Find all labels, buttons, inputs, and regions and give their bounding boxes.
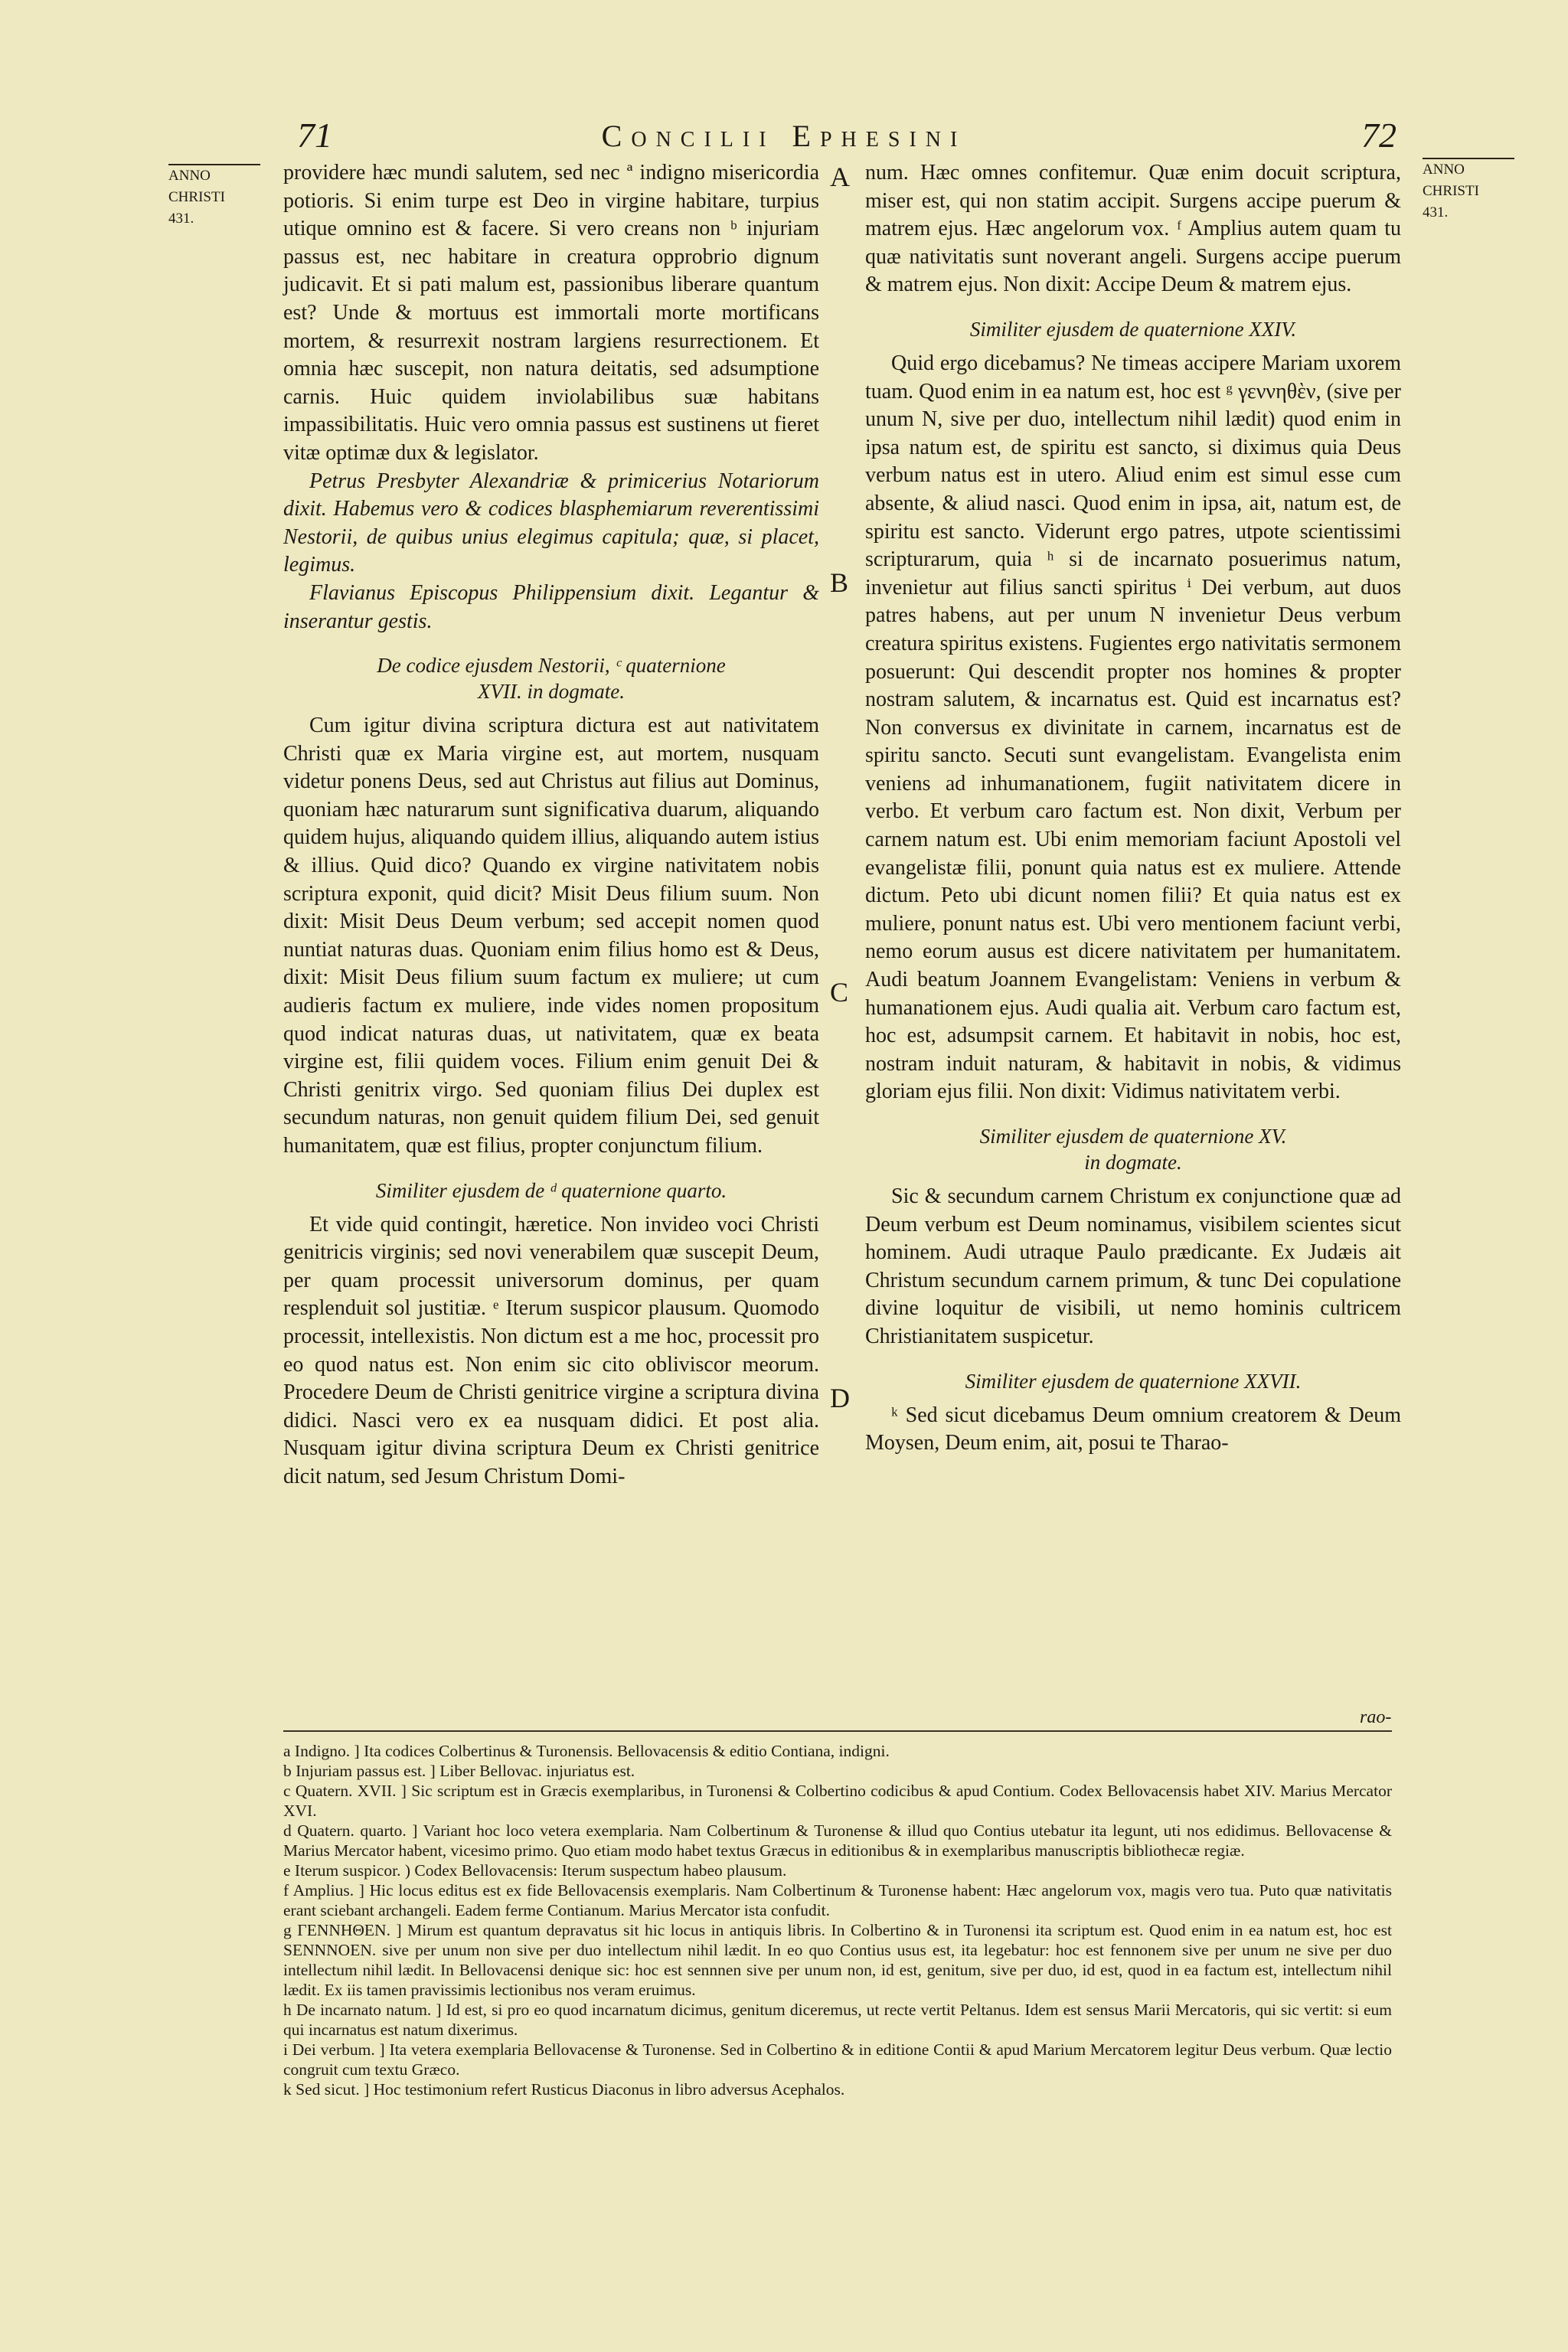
left-column [283,159,819,1491]
section-heading [865,1123,1401,1175]
section-letter-d: D [830,1383,850,1413]
footnote: f Amplius. ] Hic locus editus est ex fide Bellovacensis exemplaris. Nam Colbertinum & Turonense habent: Hæc angelorum vox, magis vero tua. Puto quæ nativitatis erant sciebant archangeli. Eadem ferme Contianum. Marius Mercator ista confudit. [283,1881,1392,1919]
heading-line: XVII. in dogmate. [478,680,625,704]
footnotes [283,1730,1392,2099]
section-letter-c: C [830,977,849,1008]
page-number-right: 72 [1361,116,1396,155]
section-heading [283,652,819,704]
margin-christi: CHRISTI [1423,183,1479,199]
margin-year-right [1423,158,1514,224]
section-heading: Similiter ejusdem de quaternione XXVII. [965,1369,1302,1393]
paragraph: ᵏ Sed sicut dicebamus Deum omnium creatorem & Deum Moysen, Deum enim, ait, posui te Tharao- [865,1403,1401,1455]
margin-year-left [168,164,268,230]
section-letter-b: B [830,567,849,598]
footnote: k Sed sicut. ] Hoc testimonium refert Rusticus Diaconus in libro adversus Acephalos. [283,2080,845,2099]
paragraph: Sic & secundum carnem Christum ex conjunctione quæ ad Deum verbum est Deum nominamus, visibilem scientes sicut hominem. Audi utraque Paulo prædicante. Ex Judæis ait Christum secundum carnem primum, & tunc Dei copulatione divine loquitur de visibili, ut nemo hominis cultricem Christianitatem suspicetur. [865,1184,1401,1348]
paragraph: Flavianus Episcopus Philippensium dixit. Legantur & inserantur gestis. [283,580,819,633]
margin-year: 431. [1423,204,1449,220]
heading-line: in dogmate. [1084,1151,1182,1174]
paragraph: num. Hæc omnes confitemur. Quæ enim docuit scriptura, miser est, qui non statim accipit. Surgens accipe puerum & matrem ejus. Hæc angelorum vox. ᶠ Amplius autem quam tu quæ nativitatis sunt noverant angeli. Surgens accipe puerum & matrem ejus. Non dixit: Accipe Deum & matrem ejus. [865,161,1401,297]
paragraph: Petrus Presbyter Alexandriæ & primicerius Notariorum dixit. Habemus vero & codices blasphemiarum reverentissimi Nestorii, de quibus unius elegimus capitula; quæ, si placet, legimus. [283,469,819,577]
footnote: g ΓΕΝΝΗΘΕΝ. ] Mirum est quantum depravatus sit hic locus in antiquis libris. In Colbertino & in Turonensi ita scriptum est. Quod enim in ea natum est, hoc est SENNNOEN. sive per unum non sive per duo intellectum nihil lædit. In eo quo Contius usus est, ita legebatur: hoc est fennonem sive per unum ne sive per duo intellectum nihil lædit. In Bellovacensi denique sic: hoc est sennnen sive per unum non, id est, genitum, sive per duo, id est, quod in ea factum est, intellectum nihil lædit. Ex iis tamen pravissimis lectionibus nos veram eruimus. [283,1921,1392,1999]
section-heading: Similiter ejusdem de quaternione XXIV. [969,317,1297,341]
margin-anno: ANNO [1423,162,1465,178]
right-column [865,159,1401,1458]
footnote: i Dei verbum. ] Ita vetera exemplaria Bellovacense & Turonense. Sed in Colbertino & in editione Contii & apud Marium Mercatorem legitur Deus verbum. Quæ lectio congruit cum textu Græco. [283,2040,1392,2079]
section-letter-a: A [830,162,850,192]
footnote: c Quatern. XVII. ] Sic scriptum est in Græcis exemplaribus, in Turonensi & Colbertino codicibus & apud Contium. Codex Bellovacensis habet XIV. Marius Mercator XVI. [283,1782,1392,1820]
margin-year: 431. [168,211,194,227]
heading-line: De codice ejusdem Nestorii, ᶜ quaternione [377,654,726,678]
paragraph: Cum igitur divina scriptura dictura est aut nativitatem Christi quæ ex Maria virgine est, aut mortem, nusquam videtur ponens Deus, sed aut Christus aut filius aut Dominus, quoniam hæc naturarum sunt significativa duarum, aliquando quidem hujus, aliquando quidem illius, aliquando autem istius & illius. Quid dico? Quando ex virgine nativitatem nobis scriptura exponit, quid dicit? Misit Deus filium suum. Non dixit: Misit Deus Deum verbum; sed accepit nomen quod nuntiat naturas duas. Quoniam enim filius homo est & Deus, dixit: Misit Deus filium suum factum ex muliere; ut cum audieris factum ex muliere, inde vides nomen propositum quod indicat naturas duas, ut nativitatem, quæ ex beata virgine est, filii quidem voces. Filium enim genuit Dei & Christi genitrix virgo. Sed quoniam filius Dei duplex est secundum naturas, non genuit quidem filium Dei, sed genuit humanitatem, quæ est filius, propter conjunctum filium. [283,714,819,1158]
footnote: a Indigno. ] Ita codices Colbertinus & Turonensis. Bellovacensis & editio Contiana, indigni. [283,1742,890,1760]
running-title: Concilii Ephesini [601,119,967,153]
margin-christi: CHRISTI [168,189,225,205]
footnote: b Injuriam passus est. ] Liber Bellovac. injuriatus est. [283,1762,635,1780]
section-heading: Similiter ejusdem de ᵈ quaternione quarto. [375,1178,727,1202]
footnote: d Quatern. quarto. ] Variant hoc loco vetera exemplaria. Nam Colbertinum & Turonense & illud quo Contius utebatur ita legunt, uti nos edidimus. Bellovacense & Marius Mercator habent, vicesimo primo. Quo etiam modo habet textus Græcus in editionibus & in exemplaribus manuscriptis bibliothecæ regiæ. [283,1821,1392,1860]
paragraph: providere hæc mundi salutem, sed nec ª indigno misericordia potioris. Si enim turpe est Deo in virgine habitare, turpius utique omnino est & facere. Si vero creans non ᵇ injuriam passus est, nec habitare in creatura opprobrio dignum judicavit. Et si pati malum est, passionibus liberare quantum est? Unde & mortuus est immortali morte mortificans mortem, & resurrexit nostram largiens resurrectionem. Et omnia hæc suscepit, non natura deitatis, sed adsumptione carnis. Huic quidem inviolabilibus suæ habitans impassibilitatis. Huic vero omnia passus est sustinens ut fieret vitæ optimæ dux & legislator. [283,161,819,465]
footnote: h De incarnato natum. ] Id est, si pro eo quod incarnatum dicimus, genitum diceremus, ut recte vertit Peltanus. Idem est sensus Marii Mercatoris, qui sic vertit: si eum qui incarnatus est natum dixerimus. [283,2001,1392,2039]
footnote: e Iterum suspicor. ) Codex Bellovacensis: Iterum suspectum habeo plausum. [283,1861,787,1880]
page-number-left: 71 [297,116,332,155]
catchword: rao- [1360,1707,1392,1727]
paragraph: Et vide quid contingit, hæretice. Non invideo voci Christi genitricis virginis; sed novi venerabilem quæ suscepit Deum, per quam processit universorum dominus, per quam resplenduit sol justitiæ. ᵉ Iterum suspicor plausum. Quomodo processit, intellexistis. Non dictum est a me hoc, processit pro eo quod natus est. Non enim sic cito obliviscor meorum. Procedere Deum de Christi genitrice virgine a scriptura divina didici. Nasci vero ex ea nusquam didici. Et post alia. Nusquam igitur divina scriptura Deum ex Christi genitrice dicit natum, sed Jesum Christum Domi- [283,1212,819,1488]
margin-anno: ANNO [168,168,211,184]
heading-line: Similiter ejusdem de quaternione XV. [979,1125,1287,1148]
paragraph: Quid ergo dicebamus? Ne timeas accipere Mariam uxorem tuam. Quod enim in ea natum est, hoc est ᵍ γεννηθὲν, (sive per unum N, sive per duo, intellectum nihil lædit) quod enim in ipsa natum est, de spiritu est sancto, si diximus quia Deus verbum natus est in utero. Aliud enim est simul esse cum absente, & aliud nasci. Quod enim in ipsa, ait, natum est, de spiritu est sancto. Viderunt ergo patres, utpote scientissimi scripturarum, quia ʰ si de incarnato posuerimus natum, invenietur aut filius sancti spiritus ⁱ Dei verbum, aut duos patres habens, aut per unum N invenietur Deus verbum creatura spiritus existens. Fugientes ergo nativitatis sermonem posuerunt: Qui descendit propter nos homines & propter nostram salutem, & incarnatus est. Quid est incarnatus est? Non conversus ex divinitate in carnem, incarnatus est de spiritu sancto. Secuti sunt evangelistam. Evangelista enim veniens ad inhumanationem, fugiit nativitatem dicere in verbo. Et verbum caro factum est. Non dixit, Verbum per carnem natum est. Ubi enim memoriam faciunt Apostoli vel evangelistæ filii, ponunt quia natus est ex muliere. Attende dictum. Peto ubi dicunt nomen filii? Et quia natus est ex muliere, ponunt natus est. Ubi vero mentionem faciunt verbi, nemo eorum ausus est dicere nativitatem per humanitatem. Audi beatum Joannem Evangelistam: Veniens in verbum & humanationem ejus. Audi qualia ait. Verbum caro factum est, hoc est, adsumpsit carnem. Et habitavit in nobis, hoc est, nostram induit naturam, & habitavit in nobis, & vidimus gloriam ejus filii. Non dixit: Vidimus nativitatem verbi. [865,351,1401,1104]
